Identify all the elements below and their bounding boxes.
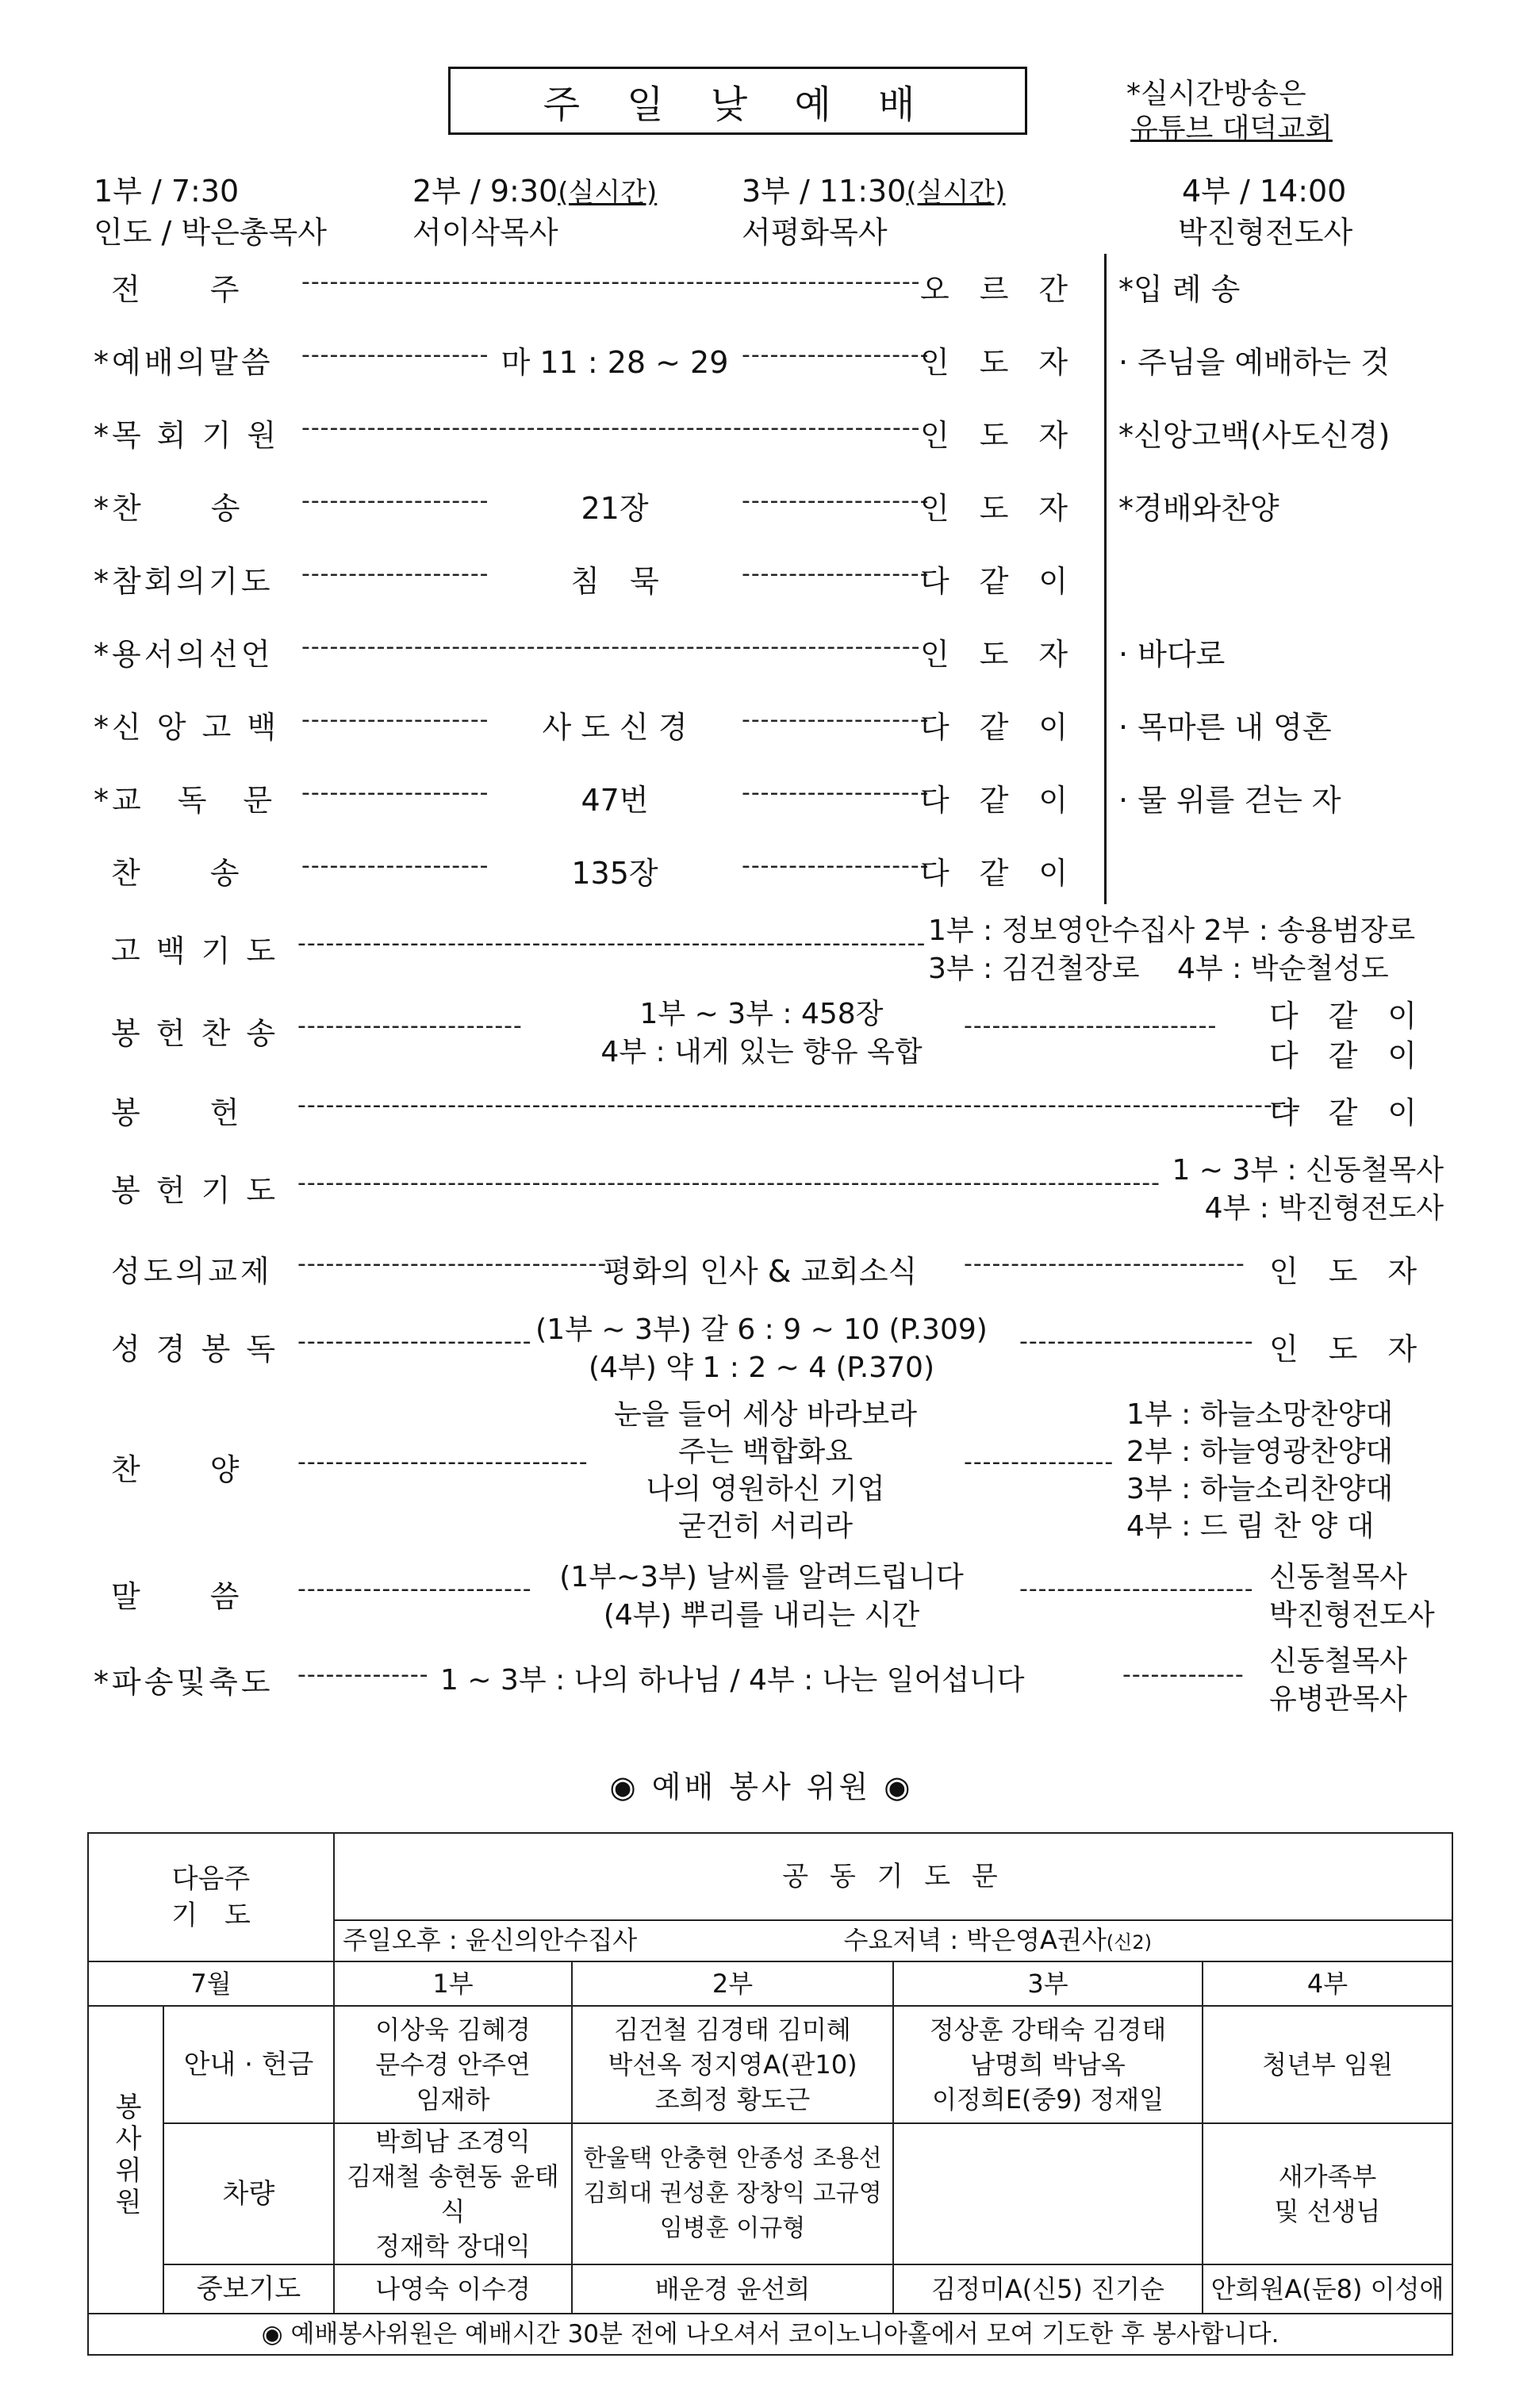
service-2-leader: 서이삭목사 (412, 215, 558, 250)
order-item-dashes: ------------------------------------------------------------------ (301, 633, 921, 661)
service-4-leader: 박진형전도사 (1178, 215, 1353, 250)
order-item-dashes-left: -------------------- (301, 341, 489, 369)
order-item-detail: 21장 (581, 491, 649, 526)
order-item-detail: 마 11 : 28 ~ 29 (501, 345, 729, 380)
order-item-detail: 135장 (571, 856, 658, 891)
offering-song-label: 봉 헌 찬 송 (111, 1016, 279, 1051)
fellowship-label: 성도의교제 (111, 1254, 273, 1289)
order-side-item: *경배와찬양 (1118, 491, 1279, 526)
order-item-detail: 침 묵 (570, 564, 659, 599)
sermon-dashes-right: ------------------------- (1019, 1575, 1254, 1603)
fellowship-dashes-left: --------------------------------- (297, 1250, 608, 1278)
choir-group-3: 3부 : 하늘소리찬양대 (1126, 1473, 1394, 1505)
order-item-leader: 다 같 이 (920, 856, 1068, 891)
broadcast-channel: 유튜브 대덕교회 (1130, 113, 1333, 145)
order-side-item: · 물 위를 걷는 자 (1118, 783, 1341, 818)
order-item-detail: 사 도 신 경 (542, 710, 688, 745)
order-item-dashes-left: -------------------- (301, 487, 489, 515)
order-item-label: *참회의기도 (94, 564, 274, 599)
volunteers-table (87, 1832, 1453, 2356)
offering-dashes: ----------------------------------------------------------------------------------------------------------- (297, 1091, 1302, 1119)
reading-2: (4부) 약 1 : 2 ~ 4 (P.370) (588, 1352, 934, 1384)
order-item-dashes-left: -------------------- (301, 560, 489, 588)
choir-song-2: 주는 백합화요 (677, 1436, 854, 1468)
order-item-dashes: ------------------------------------------------------------------ (301, 268, 921, 296)
sunday-afternoon-leader: 주일오후 : 윤신의안수집사 (343, 1924, 638, 1955)
choir-group-1: 1부 : 하늘소망찬양대 (1126, 1398, 1394, 1431)
sermon-title-1: (1부~3부) 날씨를 알려드립니다 (559, 1561, 964, 1593)
reading-label: 성 경 봉 독 (111, 1332, 279, 1367)
choir-song-1: 눈을 들어 세상 바라보라 (613, 1398, 918, 1431)
choir-label: 찬 양 (111, 1452, 243, 1487)
order-item-dashes-left: -------------------- (301, 852, 489, 880)
benediction-pastor-1: 신동철목사 (1269, 1645, 1407, 1678)
order-item-dashes-right: -------------------- (742, 779, 930, 807)
order-item-leader: 오 르 간 (920, 272, 1068, 307)
benediction-pastor-2: 유병관목사 (1269, 1683, 1407, 1716)
offering-song-who-1: 다 같 이 (1269, 999, 1418, 1033)
prayer-leaders-1: 1부 : 정보영안수집사 2부 : 송용범장로 (928, 915, 1416, 947)
service-1-time: 1부 / 7:30 (94, 174, 240, 209)
service-2-time: 2부 / 9:30(실시간) (412, 174, 658, 209)
order-item-leader: 인 도 자 (920, 491, 1068, 526)
volunteers-heading: ◉ 예배 봉사 위원 ◉ (609, 1770, 914, 1804)
common-prayer-title: 공 동 기 도 문 (334, 1833, 1452, 1920)
order-side-item: · 바다로 (1118, 637, 1226, 672)
benediction-label: *파송및축도 (94, 1665, 274, 1700)
order-item-label: *찬 송 (94, 491, 244, 526)
usher-service-2: 김건철 김경태 김미혜 박선옥 정지영A(관10) 조희정 황도근 (572, 2006, 893, 2123)
row-usher-offering: 안내 · 헌금 (163, 2006, 334, 2123)
common-prayer-leaders (334, 1920, 1452, 1961)
side-divider (1104, 254, 1107, 904)
benediction-dashes-left: -------------- (297, 1661, 429, 1689)
sermon-title-2: (4부) 뿌리를 내리는 시간 (603, 1599, 920, 1632)
order-item-label: 찬 송 (111, 856, 243, 891)
offering-song-2: 4부 : 내게 있는 향유 옥합 (600, 1036, 923, 1068)
intercession-service-2: 배운경 윤선희 (572, 2264, 893, 2314)
page-title: 주 일 낮 예 배 (448, 67, 1027, 135)
order-item-leader: 다 같 이 (920, 564, 1068, 599)
offering-song-dashes-left: ------------------------ (297, 1012, 523, 1040)
offering-prayer-dashes: -------------------------------------------------------------------------------------------- (297, 1169, 1160, 1197)
vehicle-service-4: 새가족부 및 선생님 (1203, 2123, 1452, 2264)
row-vehicle: 차량 (163, 2123, 334, 2264)
order-item-label: *예배의말씀 (94, 345, 274, 380)
wednesday-evening-leader: 수요저녁 : 박은영A권사 (843, 1924, 1107, 1955)
reading-dashes-right: ------------------------- (1019, 1328, 1254, 1355)
sermon-preacher-2: 박진형전도사 (1269, 1599, 1435, 1632)
order-side-item: *입 례 송 (1118, 272, 1241, 307)
sermon-preacher-1: 신동철목사 (1269, 1561, 1407, 1593)
offering-prayer-1: 1 ~ 3부 : 신동철목사 (1172, 1154, 1444, 1187)
order-side-item: · 주님을 예배하는 것 (1118, 345, 1390, 380)
order-item-label: 전 주 (111, 272, 243, 307)
row-intercession: 중보기도 (163, 2264, 334, 2314)
order-item-dashes-right: -------------------- (742, 560, 930, 588)
order-item-dashes-left: -------------------- (301, 779, 489, 807)
service-3-leader: 서평화목사 (742, 215, 888, 250)
vehicle-service-1: 박희남 조경익 김재철 송현동 윤태식 정재학 장대익 (334, 2123, 572, 2264)
wednesday-evening-note: (신2) (1106, 1931, 1152, 1954)
fellowship-who: 인 도 자 (1269, 1254, 1418, 1289)
reading-1: (1부 ~ 3부) 갈 6 : 9 ~ 10 (P.309) (535, 1313, 988, 1346)
col-service-1: 1부 (334, 1961, 572, 2006)
fellowship-center: 평화의 인사 & 교회소식 (603, 1254, 918, 1289)
fellowship-dashes-right: ------------------------------ (964, 1250, 1245, 1278)
col-service-3: 3부 (893, 1961, 1203, 2006)
reading-who: 인 도 자 (1269, 1332, 1418, 1367)
offering-who: 다 같 이 (1269, 1095, 1418, 1130)
benediction-center: 1 ~ 3부 : 나의 하나님 / 4부 : 나는 일어섭니다 (440, 1664, 1025, 1697)
order-side-item: *신앙고백(사도신경) (1118, 418, 1391, 453)
usher-service-4: 청년부 임원 (1203, 2006, 1452, 2123)
order-item-dashes-left: -------------------- (301, 706, 489, 734)
order-item-dashes: ------------------------------------------------------------------ (301, 414, 921, 442)
vehicle-service-3 (893, 2123, 1203, 2264)
col-service-2: 2부 (572, 1961, 893, 2006)
order-side-item: · 목마른 내 영혼 (1118, 710, 1332, 745)
offering-prayer-label: 봉 헌 기 도 (111, 1173, 279, 1208)
service-4-time: 4부 / 14:00 (1182, 174, 1347, 209)
next-week-prayer-label: 다음주 기 도 (88, 1833, 334, 1961)
prayer-label: 고 백 기 도 (111, 934, 279, 968)
order-item-leader: 다 같 이 (920, 710, 1068, 745)
order-item-leader: 다 같 이 (920, 783, 1068, 818)
choir-group-2: 2부 : 하늘영광찬양대 (1126, 1436, 1394, 1468)
service-3-time: 3부 / 11:30(실시간) (742, 174, 1006, 209)
service-1-leader: 인도 / 박은총목사 (94, 215, 327, 250)
intercession-service-3: 김정미A(신5) 진기순 (893, 2264, 1203, 2314)
order-item-leader: 인 도 자 (920, 637, 1068, 672)
sermon-label: 말 씀 (111, 1579, 243, 1614)
sermon-dashes-left: ------------------------- (297, 1575, 532, 1603)
offering-song-dashes-right: --------------------------- (964, 1012, 1218, 1040)
order-item-detail: 47번 (581, 783, 649, 818)
col-service-4: 4부 (1203, 1961, 1452, 2006)
month-cell: 7월 (88, 1961, 334, 2006)
order-item-dashes-right: -------------------- (742, 852, 930, 880)
order-item-label: *교 독 문 (94, 783, 276, 818)
choir-group-4: 4부 : 드 림 찬 양 대 (1126, 1510, 1375, 1543)
order-item-dashes-right: -------------------- (742, 487, 930, 515)
choir-dashes-left: ------------------------------- (297, 1448, 589, 1476)
volunteers-footer: ◉ 예배봉사위원은 예배시간 30분 전에 나오셔서 코이노니아홀에서 모여 기도한 후 봉사합니다. (88, 2314, 1452, 2355)
usher-service-1: 이상욱 김혜경 문수경 안주연 임재하 (334, 2006, 572, 2123)
order-item-label: *목 회 기 원 (94, 418, 280, 453)
prayer-dashes: ------------------------------------------------------------------- (297, 930, 926, 957)
offering-label: 봉 헌 (111, 1095, 243, 1130)
broadcast-note: *실시간방송은 (1126, 78, 1306, 110)
offering-song-who-2: 다 같 이 (1269, 1038, 1418, 1073)
vehicle-service-2: 한울택 안충현 안종성 조용선 김희대 권성훈 장창익 고규영 임병훈 이규형 (572, 2123, 893, 2264)
choir-song-3: 나의 영원하신 기업 (646, 1473, 885, 1505)
offering-prayer-2: 4부 : 박진형전도사 (1204, 1192, 1444, 1225)
offering-song-1: 1부 ~ 3부 : 458장 (639, 998, 884, 1030)
intercession-service-1: 나영숙 이수경 (334, 2264, 572, 2314)
order-item-label: *용서의선언 (94, 637, 274, 672)
order-item-leader: 인 도 자 (920, 345, 1068, 380)
order-item-label: *신 앙 고 백 (94, 710, 280, 745)
choir-song-4: 굳건히 서리라 (677, 1510, 854, 1543)
intercession-service-4: 안희원A(둔8) 이성애 (1203, 2264, 1452, 2314)
benediction-dashes-right: ------------- (1122, 1661, 1245, 1689)
order-item-dashes-right: -------------------- (742, 706, 930, 734)
order-item-dashes-right: -------------------- (742, 341, 930, 369)
prayer-leaders-2: 3부 : 김건철장로 4부 : 박순철성도 (928, 953, 1389, 985)
choir-dashes-right: ---------------- (964, 1448, 1114, 1476)
order-item-leader: 인 도 자 (920, 418, 1068, 453)
volunteers-side-label: 봉사위원 (88, 2006, 163, 2314)
usher-service-3: 정상훈 강태숙 김경태 남명희 박남옥 이정희E(중9) 정재일 (893, 2006, 1203, 2123)
reading-dashes-left: ------------------------- (297, 1328, 532, 1355)
